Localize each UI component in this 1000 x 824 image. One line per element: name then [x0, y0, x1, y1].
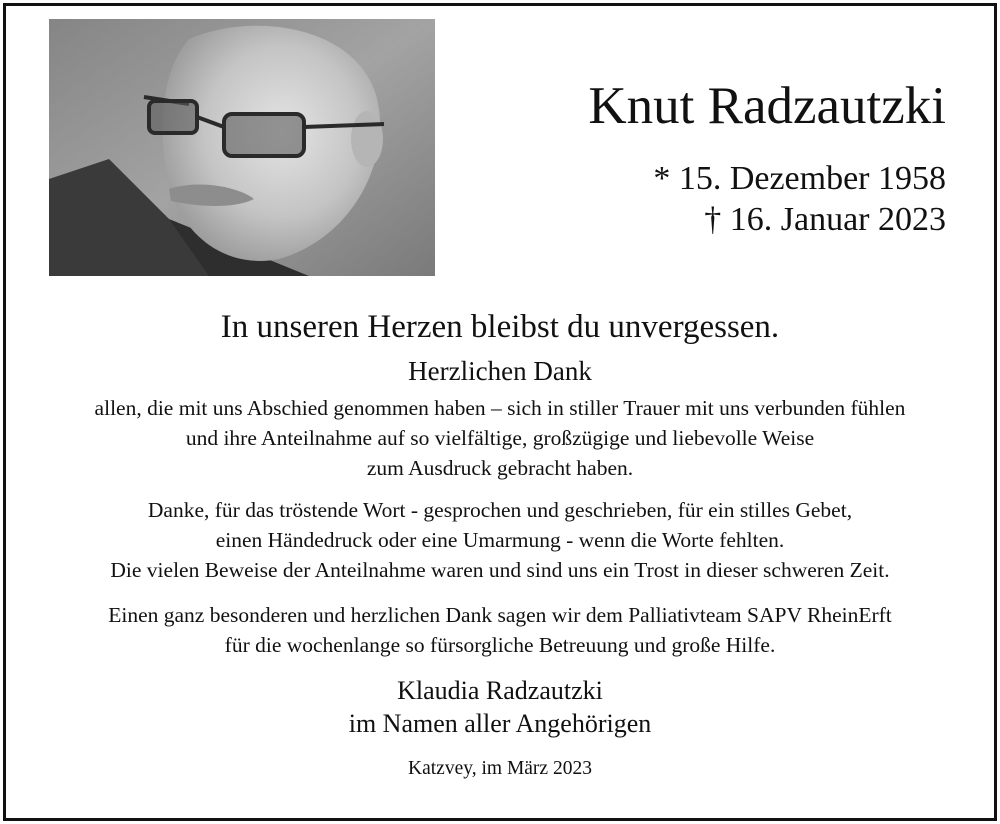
deceased-name: Knut Radzautzki [588, 77, 946, 135]
paragraph-special-thanks [6, 600, 994, 660]
portrait-illustration [49, 19, 435, 276]
text-line: zum Ausdruck gebracht haben. [366, 456, 634, 480]
text-line: Einen ganz besonderen und herzlichen Dank sagen wir dem Palliativteam SAPV RheinErft [108, 603, 892, 627]
signer-line: im Namen aller Angehörigen [348, 709, 652, 738]
text-line: allen, die mit uns Abschied genommen haben – sich in stiller Trauer mit uns verbunden fühlen [94, 396, 906, 420]
text-line: Danke, für das tröstende Wort - gesprochen und geschrieben, für ein stilles Gebet, [147, 498, 853, 522]
obituary-frame [3, 3, 997, 821]
obituary-body [6, 301, 994, 782]
place-date: Katzvey, im März 2023 [408, 758, 592, 779]
text-line: für die wochenlange so fürsorgliche Betreuung und große Hilfe. [224, 633, 776, 657]
portrait-photo [49, 19, 435, 276]
life-dates [653, 158, 946, 240]
text-line: einen Händedruck oder eine Umarmung - wenn die Worte fehlten. [215, 528, 785, 552]
text-line: Die vielen Beweise der Anteilnahme waren und sind uns ein Trost in dieser schweren Zeit. [110, 558, 890, 582]
death-date: † 16. Januar 2023 [704, 201, 946, 238]
text-line: und ihre Anteilnahme auf so vielfältige, großzügige und liebevolle Weise [185, 426, 815, 450]
motto: In unseren Herzen bleibst du unvergessen. [220, 309, 780, 345]
paragraph-gratitude [6, 393, 994, 483]
birth-date: * 15. Dezember 1958 [653, 160, 946, 197]
signer-name: Klaudia Radzautzki [397, 676, 603, 705]
thanks-heading: Herzlichen Dank [408, 356, 592, 386]
paragraph-thanks-words [6, 495, 994, 585]
